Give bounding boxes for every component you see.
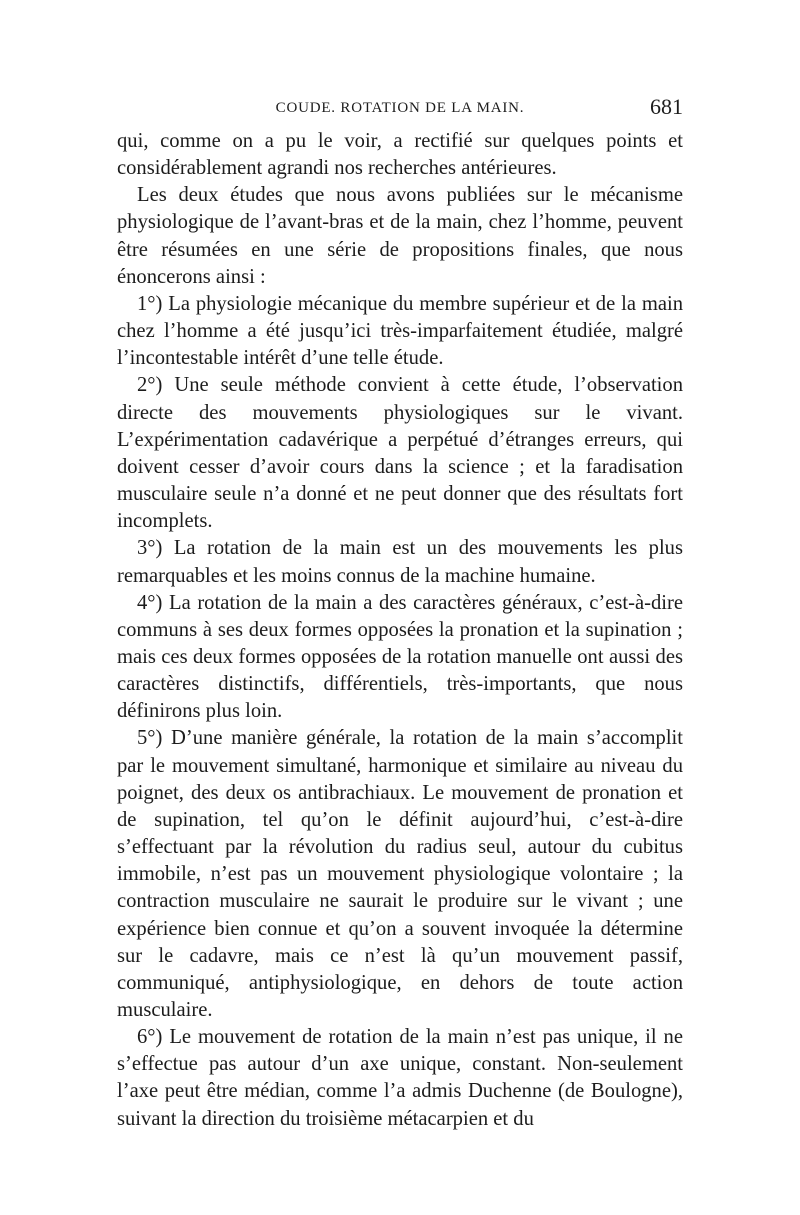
proposition-1: 1°) La physiologie mécanique du membre supérieur et de la main chez l’homme a été jusqu’ici très-imparfaitement étudiée, malgré l’incontestable intérêt d’une telle étude. (117, 292, 683, 370)
page-header (117, 92, 683, 122)
proposition-3: 3°) La rotation de la main est un des mouvements les plus remarquables et les moins connus de la machine humaine. (117, 537, 683, 587)
paragraph-continuation: qui, comme on a pu le voir, a rectifié sur quelques points et considérablement agrandi nos recherches antérieures. (117, 130, 683, 180)
proposition-2: 2°) Une seule méthode convient à cette étude, l’observation directe des mouvements physiologiques sur le vivant. L’expérimentation cadavérique a perpétué d’étranges erreurs, qui doivent cesser d’avoir cours dans la science ; et la faradisation musculaire seule n’a donné et ne peut donner que des résultats fort incomplets. (117, 374, 683, 533)
paragraph-intro: Les deux études que nous avons publiées sur le mécanisme physiologique de l’avant-bras et de la main, chez l’homme, peuvent être résumées en une série de propositions finales, que nous énoncerons ainsi : (117, 184, 683, 288)
book-page (117, 92, 683, 1133)
proposition-6: 6°) Le mouvement de rotation de la main n’est pas unique, il ne s’effectue pas autour d’un axe unique, constant. Non-seulement l’axe peut être médian, comme l’a admis Duchenne (de Boulogne), suivant la direction du troisième métacarpien et du (117, 1026, 683, 1130)
body-text (117, 128, 683, 1133)
proposition-5: 5°) D’une manière générale, la rotation de la main s’accomplit par le mouvement simultané, harmonique et similaire au niveau du poignet, des deux os antibrachiaux. Le mouvement de pronation et de supination, tel qu’on le définit aujourd’hui, c’est-à-dire s’effectuant par la révolution du radius seul, autour du cubitus immobile, n’est pas un mouvement physiologique volontaire ; la contraction musculaire ne saurait le produire sur le vivant ; une expérience bien connue et qu’on a souvent invoquée la détermine sur le cadavre, mais ce n’est là qu’un mouvement passif, communiqué, antiphysiologique, en dehors de toute action musculaire. (117, 727, 683, 1021)
proposition-4: 4°) La rotation de la main a des caractères généraux, c’est-à-dire communs à ses deux formes opposées la pronation et la supination ; mais ces deux formes opposées de la rotation manuelle ont aussi des caractères distinctifs, différentiels, très-importants, que nous définirons plus loin. (117, 591, 683, 723)
running-head: COUDE. ROTATION DE LA MAIN. (275, 100, 525, 116)
page-number: 681 (650, 94, 683, 119)
